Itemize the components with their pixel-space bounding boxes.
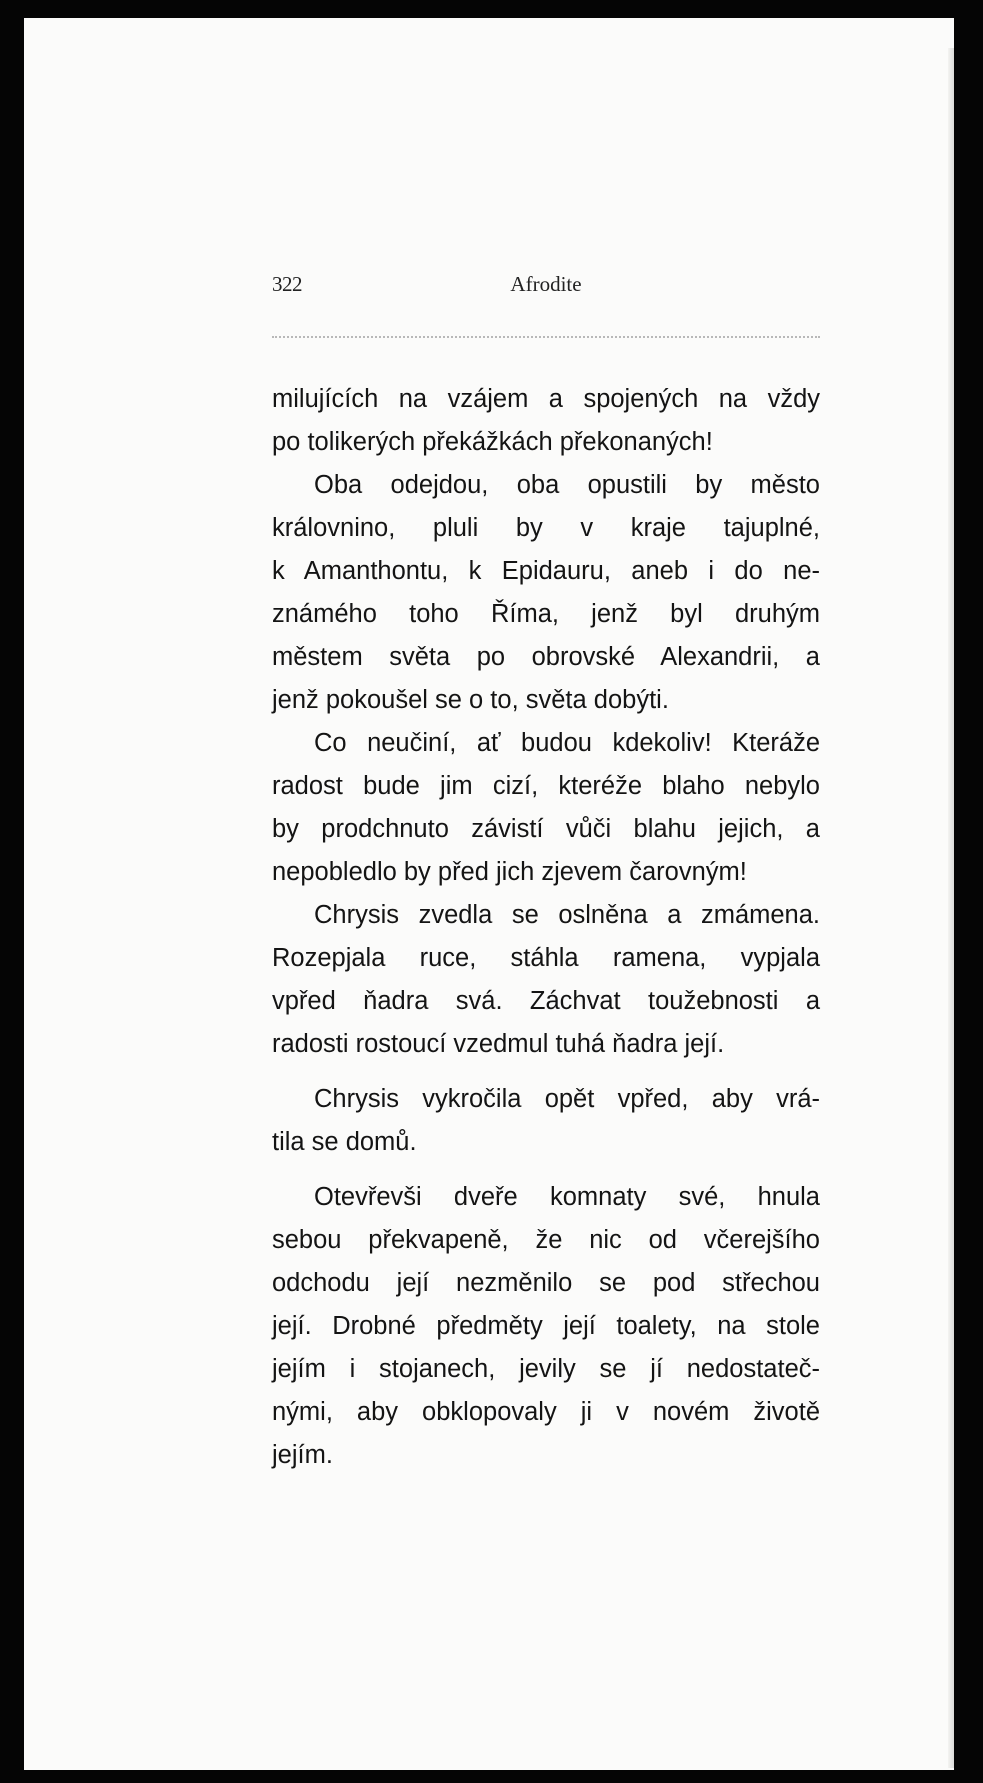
body-text <box>272 378 820 1477</box>
text-line: nými, aby obklopovaly ji v novém životě <box>272 1398 820 1426</box>
text-line: odchodu její nezměnilo se pod střechou <box>272 1269 820 1297</box>
text-line: by prodchnuto závistí vůči blahu jejich, a <box>272 815 820 843</box>
text-line: jenž pokoušel se o to, světa dobýti. <box>272 686 669 714</box>
paragraph-gap <box>272 1164 820 1176</box>
page-edge-shadow <box>948 48 954 1768</box>
text-line: milujících na vzájem a spojených na vždy <box>272 385 820 413</box>
text-line: Oba odejdou, oba opustili by město <box>314 471 820 499</box>
paragraph <box>272 722 820 894</box>
text-line: k Amanthontu, k Epidauru, aneb i do ne- <box>272 557 820 585</box>
text-line: jejím. <box>272 1441 333 1469</box>
text-line: Otevřevši dveře komnaty své, hnula <box>314 1183 820 1211</box>
text-line: královnino, pluli by v kraje tajuplné, <box>272 514 820 542</box>
text-line: radosti rostoucí vzedmul tuhá ňadra její. <box>272 1030 725 1058</box>
text-line: jejím i stojanech, jevily se jí nedostateč- <box>272 1355 820 1383</box>
text-line: její. Drobné předměty její toalety, na stole <box>272 1312 820 1340</box>
text-line: známého toho Říma, jenž byl druhým <box>272 600 820 628</box>
header-rule <box>272 336 820 338</box>
text-line: Co neučiní, ať budou kdekoliv! Kteráže <box>314 729 820 757</box>
paragraph <box>272 1078 820 1164</box>
paragraph <box>272 378 820 464</box>
paragraph <box>272 894 820 1066</box>
page-number: 322 <box>272 272 302 296</box>
text-line: po tolikerých překážkách překonaných! <box>272 428 713 456</box>
paragraph <box>272 464 820 722</box>
running-title: Afrodite <box>510 272 582 296</box>
text-line: sebou překvapeně, že nic od včerejšího <box>272 1226 820 1254</box>
text-line: městem světa po obrovské Alexandrii, a <box>272 643 820 671</box>
paragraph <box>272 1176 820 1477</box>
running-header <box>272 272 820 312</box>
text-line: nepobledlo by před jich zjevem čarovným! <box>272 858 747 886</box>
text-line: Chrysis vykročila opět vpřed, aby vrá- <box>314 1085 820 1113</box>
text-line: vpřed ňadra svá. Záchvat toužebnosti a <box>272 987 820 1015</box>
text-line: radost bude jim cizí, kteréže blaho nebylo <box>272 772 820 800</box>
paragraph-gap <box>272 1066 820 1078</box>
text-line: tila se domů. <box>272 1128 417 1156</box>
text-line: Rozepjala ruce, stáhla ramena, vypjala <box>272 944 820 972</box>
text-line: Chrysis zvedla se oslněna a zmámena. <box>314 901 820 929</box>
